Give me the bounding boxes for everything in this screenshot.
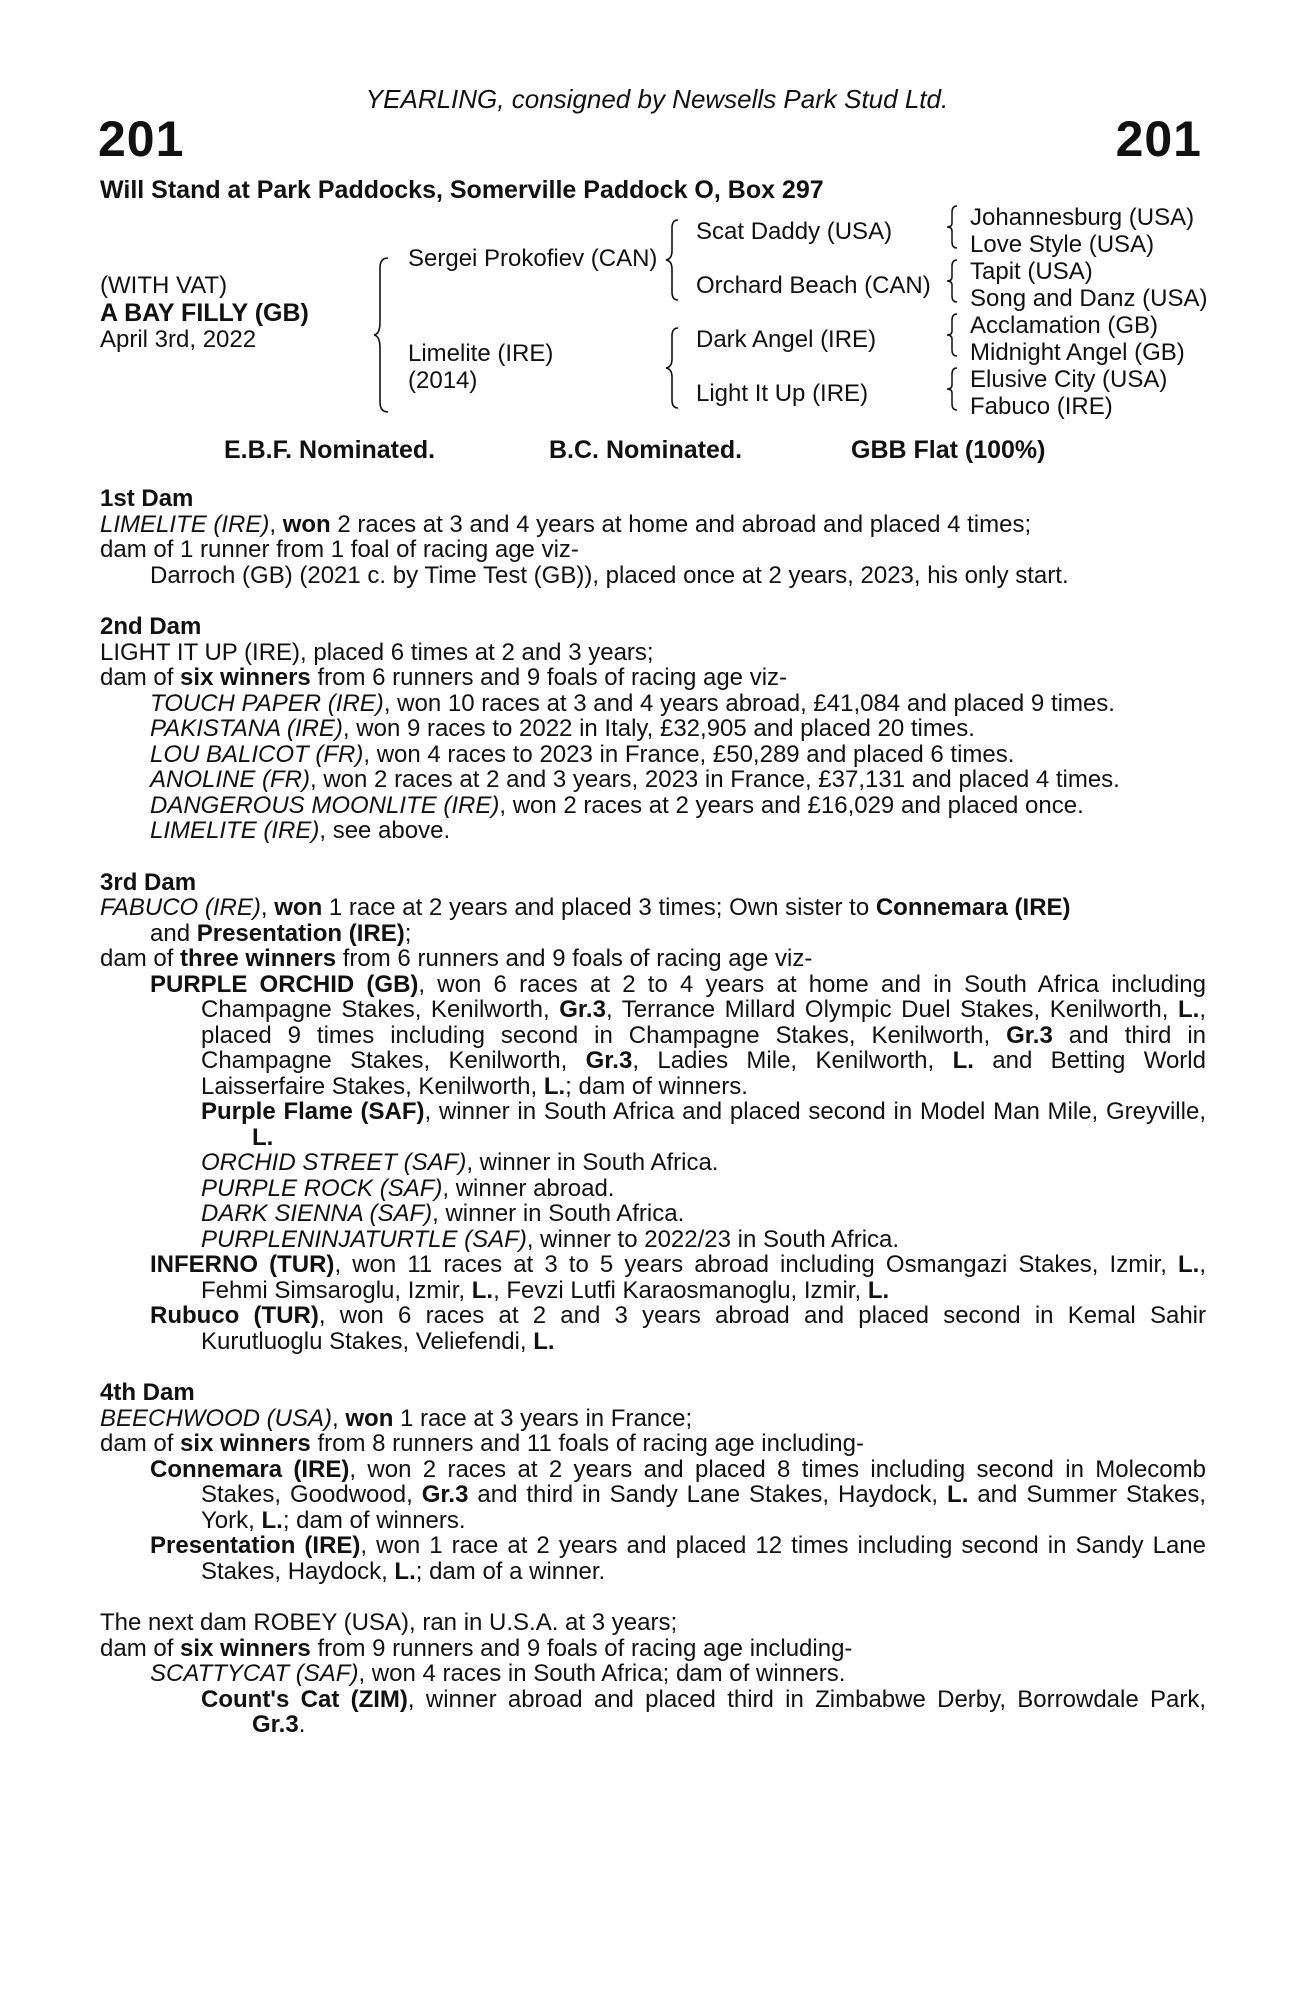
grandsire-2: Love Style (USA) — [970, 231, 1155, 258]
dam-year: (2014) — [408, 367, 478, 394]
lot-number-left: 201 — [98, 111, 185, 167]
third-dam-record: FABUCO (IRE), won 1 race at 2 years and placed 3 times; Own sister to Connemara (IRE) — [100, 894, 1071, 921]
list-item: Connemara (IRE), won 2 races at 2 years and placed 8 times including second in Molecomb Stakes, Goodwood, Gr.3 and third in Sandy Lane Stakes, Haydock, L. and Summer Stakes, York, L.; dam of winners. — [150, 1455, 1206, 1534]
list-item: PAKISTANA (IRE), won 9 races to 2022 in Italy, £32,905 and placed 20 times. — [150, 715, 975, 742]
second-dam-record: LIGHT IT UP (IRE), placed 6 times at 2 and 3 years; — [100, 638, 654, 666]
first-dam-runner: Darroch (GB) (2021 c. by Time Test (GB)), placed once at 2 years, 2023, his only start. — [150, 561, 1069, 589]
ebf-nomination: E.B.F. Nominated. — [224, 436, 436, 464]
next-dam-record: The next dam ROBEY (USA), ran in U.S.A. at 3 years; — [100, 1609, 678, 1636]
dam-name: Limelite (IRE) — [408, 340, 554, 367]
grandsire-8: Fabuco (IRE) — [970, 393, 1113, 420]
list-item: PURPLE ROCK (SAF), winner abroad. — [201, 1174, 615, 1202]
list-item: LOU BALICOT (FR), won 4 races to 2023 in France, £50,289 and placed 6 times. — [150, 740, 1015, 768]
sire: Sergei Prokofiev (CAN) — [408, 245, 658, 272]
list-item: PURPLENINJATURTLE (SAF), winner to 2022/23 in South Africa. — [201, 1225, 900, 1253]
grandsire-6: Midnight Angel (GB) — [970, 339, 1185, 366]
sire-dam: Orchard Beach (CAN) — [696, 272, 931, 299]
horse-name: A BAY FILLY (GB) — [100, 299, 309, 327]
first-dam-produce: dam of 1 runner from 1 foal of racing age viz- — [100, 536, 579, 563]
list-item: Rubuco (TUR), won 6 races at 2 and 3 years abroad and placed second in Kemal Sahir Kurutluoglu Stakes, Veliefendi, L. — [150, 1302, 1207, 1355]
fourth-dam-record: BEECHWOOD (USA), won 1 race at 3 years in France; — [100, 1404, 693, 1432]
grandsire-5: Acclamation (GB) — [970, 312, 1159, 339]
vat-note: (WITH VAT) — [100, 272, 228, 299]
list-item: Purple Flame (SAF), winner in South Africa and placed second in Model Man Mile, Greyville, L. — [201, 1098, 1206, 1151]
g-brace-2 — [944, 258, 960, 304]
list-item: PURPLE ORCHID (GB), won 6 races at 2 to 4 years at home and in South Africa including Champagne Stakes, Kenilworth, Gr.3, Terrance Millard Olympic Duel Stakes, Kenilworth, L., placed 9 times including second in Champagne Stakes, Kenilworth, Gr.3 and third in Champagne Stakes, Kenilworth, Gr.3, Ladies Mile, Kenilworth, L. and Betting World Laisserfaire Stakes, Kenilworth, L.; dam of winners. — [150, 970, 1206, 1100]
fourth-dam-title: 4th Dam — [100, 1379, 195, 1406]
g-brace-3 — [944, 312, 960, 358]
second-dam-produce: dam of six winners from 6 runners and 9 foals of racing age viz- — [100, 664, 788, 691]
third-dam-produce: dam of three winners from 6 runners and 9 foals of racing age viz- — [100, 945, 813, 972]
list-item: Presentation (IRE), won 1 race at 2 years and placed 12 times including second in Sandy Lane Stakes, Haydock, L.; dam of a winner. — [150, 1532, 1206, 1585]
g-brace-4 — [944, 366, 960, 412]
grandsire-4: Song and Danz (USA) — [970, 285, 1208, 312]
list-item: LIMELITE (IRE), see above. — [150, 817, 451, 844]
first-dam-record: LIMELITE (IRE), won 2 races at 3 and 4 years at home and abroad and placed 4 times; — [100, 510, 1032, 538]
sire-brace — [664, 218, 682, 302]
list-item: TOUCH PAPER (IRE), won 10 races at 3 and 4 years abroad, £41,084 and placed 9 times. — [150, 689, 1115, 717]
fourth-dam-produce: dam of six winners from 8 runners and 11 foals of racing age including- — [100, 1430, 864, 1457]
list-item: SCATTYCAT (SAF), won 4 races in South Africa; dam of winners. — [150, 1660, 846, 1687]
dam-dam: Light It Up (IRE) — [696, 380, 869, 407]
gbb-flat: GBB Flat (100%) — [851, 436, 1046, 464]
produce-record — [100, 486, 1206, 1738]
bc-nomination: B.C. Nominated. — [549, 436, 743, 464]
sire-sire: Scat Daddy (USA) — [696, 218, 893, 245]
grandsire-3: Tapit (USA) — [970, 258, 1093, 285]
dam-sire: Dark Angel (IRE) — [696, 326, 877, 353]
first-dam-title: 1st Dam — [100, 485, 194, 512]
main-brace — [372, 256, 392, 414]
grandsire-1: Johannesburg (USA) — [970, 204, 1195, 231]
consignment-line: YEARLING, consigned by Newsells Park Stud Ltd. — [365, 84, 949, 114]
list-item: ANOLINE (FR), won 2 races at 2 and 3 years, 2023 in France, £37,131 and placed 4 times. — [150, 766, 1120, 793]
grandsire-7: Elusive City (USA) — [970, 366, 1168, 393]
g-brace-1 — [944, 204, 960, 250]
lot-number-right: 201 — [1115, 111, 1202, 167]
foaling-date: April 3rd, 2022 — [100, 326, 257, 353]
dam-brace — [664, 326, 682, 410]
third-dam-record-cont: and Presentation (IRE); — [150, 919, 412, 947]
list-item: DARK SIENNA (SAF), winner in South Africa. — [201, 1200, 685, 1227]
list-item: DANGEROUS MOONLITE (IRE), won 2 races at 2 years and £16,029 and placed once. — [150, 791, 1084, 819]
second-dam-title: 2nd Dam — [100, 613, 202, 640]
next-dam-produce: dam of six winners from 9 runners and 9 foals of racing age including- — [100, 1634, 853, 1662]
third-dam-title: 3rd Dam — [100, 868, 197, 896]
stand-location: Will Stand at Park Paddocks, Somerville Paddock O, Box 297 — [100, 176, 824, 204]
list-item: INFERNO (TUR), won 11 races at 3 to 5 years abroad including Osmangazi Stakes, Izmir, L., Fehmi Simsaroglu, Izmir, L., Fevzi Lutfi Karaosmanoglu, Izmir, L. — [150, 1251, 1207, 1304]
list-item: ORCHID STREET (SAF), winner in South Africa. — [201, 1149, 719, 1176]
list-item: Count's Cat (ZIM), winner abroad and placed third in Zimbabwe Derby, Borrowdale Park, Gr.3. — [201, 1685, 1206, 1738]
